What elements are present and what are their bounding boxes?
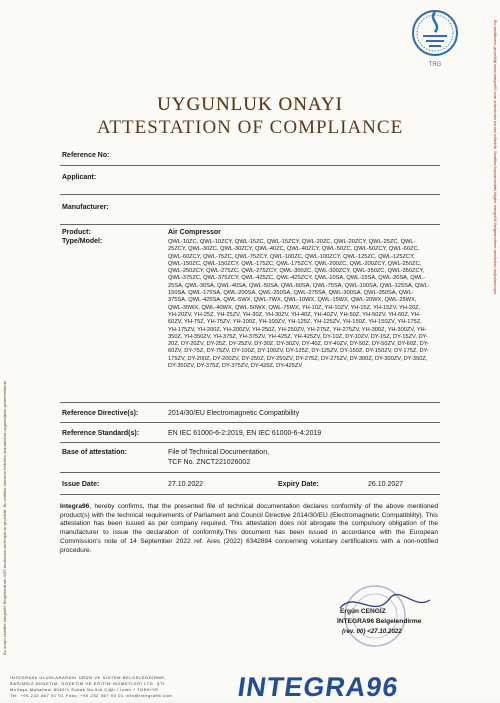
divider [60, 224, 440, 225]
basis-value-line1: File of Technical Documentation, [168, 449, 270, 456]
integra96-brand-logo: INTEGRA96 [235, 672, 401, 702]
footer-line-3: Mollaşa Mahallesi 8060/1 Sokak No:5/A Çiğli / İzmir / TÜRKİYE [10, 687, 159, 692]
revision-note: (rev. 00) <27.10.2022 [342, 628, 402, 635]
directive-label: Reference Directive(s): [62, 410, 139, 417]
divider [60, 494, 440, 495]
model-list: QWL-10ZC, QWL-10ZCY, QWL-15ZC, QWL-15ZCY, QWL-20ZC, QWL-20ZCY, QWL-25ZC, QWL-25ZCY, QWL-30ZC, QWL-30ZCY, QWL-40ZC, QWL-40ZCY, QWL-50ZC, QWL-50ZCY, QWL-60ZC, QWL-60ZCY, QWL-75ZC, QWL-75ZCY, QWL-100ZC, QWL-100ZCY, QWL-125ZC, QWL-125ZCY, QWL-150ZC, QWL-150ZCY, QWL-175ZC, QWL-175ZCY, QWL-200ZC, QWL-200ZCY, QWL-250ZC, QWL-250ZCY, QWL-275ZC, QWL-275ZCY, QWL-300ZC, QWL-300ZCY, QWL-350ZC, QWL-350ZCY, QWL-375ZC, QWL-375ZCY, QWL-425ZC, QWL-425ZCY, QWL-10SA, QWL-15SA, QWL-20SA, QWL-25SA, QWL-30SA, QWL-40SA, QWL-50SA, QWL-60SA, QWL-75SA, QWL-100SA, QWL-125SA, QWL-150SA, QWL-175SA, QWL-200SA, QWL-250SA, QWL-275SA, QWL-300SA, QWL-350SA, QWL-375SA, QWL-425SA, QWL-5WX, QWL-7WX, QWL-10WX, QWL-15WX, QWL-20WX, QWL-25WX, QWL-30WX, QWL-40WX, QWL-50WX, QWL-75WX, YH-10Z, YH-10ZV, YH-15Z, YH-15ZV, YH-20Z, YH-20ZV, YH-25Z, YH-25ZV, YH-30Z, YH-30ZV, YH-40Z, YH-40ZV, YH-50Z, YH-50ZV, YH-60Z, YH-60ZV, YH-75Z, YH-75ZV, YH-100Z, YH-100ZV, YH-125Z, YH-125ZV, YH-150Z, YH-150ZV, YH-175Z, YH-175ZV, YH-200Z, YH-200ZV, YH-250Z, YH-250ZV, YH-275Z, YH-275ZV, YH-300Z, YH-300ZV, YH-350Z, YH-350ZV, YH-375Z, YH-375ZV, YH-425Z, YH-425ZV, DY-10Z, DY-10ZV, DY-15Z, DY-15ZV, DY-20Z, DY-20ZV, DY-25Z, DY-25ZV, DY-30Z, DY-30ZV, DY-40Z, DY-40ZV, DY-50Z, DY-50ZV, DY-60Z, DY-60ZV, DY-75Z, DY-75ZV, DY-100Z, DY-100ZV, DY-125Z, DY-125ZV, DY-150Z, DY-150ZV, DY-175Z, DY-175ZV, DY-200Z, DY-200ZV, DY-250Z, DY-250ZV, DY-275Z, DY-275ZV, DY-300Z, DY-300ZV, DY-350Z, DY-350ZV, DY-375Z, DY-375ZV, DY-425Z, DY-425ZV [168, 239, 430, 370]
basis-value-line2: TCF No. ZNCT221026002 [168, 459, 251, 466]
manufacturer-label: Manufacturer: [62, 204, 109, 211]
issue-date-value: 27.10.2022 [168, 481, 204, 488]
signatory-name: Ergün CENGİZ [340, 608, 386, 615]
model-label: Type/Model: [62, 238, 103, 245]
attestation-statement [60, 503, 438, 555]
footer-line-4: Tel: +90 232 467 01 01 Faks: +90 232 467 00 01 info@integra96.com [10, 693, 173, 698]
divider [60, 402, 440, 403]
integra-emblem-logo [408, 6, 462, 70]
product-value: Air Compressor [168, 229, 221, 236]
official-stamp-signature [320, 580, 450, 650]
reference-no-label: Reference No: [62, 152, 110, 159]
signatory-org: İNTEGRA96 Belgelendirme [337, 618, 422, 625]
expiry-date-value: 26.10.2027 [368, 481, 404, 488]
divider [60, 422, 440, 423]
title-turkish: UYGUNLUK ONAYI [157, 94, 343, 115]
divider [60, 442, 440, 443]
right-security-text: Bu sertifikanın geçerliliği www.integra96.com adresinden kontrol edilebilir. Sertifika kapsamındaki bilgiler Integra96 Belgelendirme tarafından doğrulanmıştır. [493, 20, 498, 296]
statement-text: , hereby confirms, that the presented file of technical documentation declares conformity of the above mentioned product(s) with the technical requirements of Parliament and Council Directive 2014/30/EU (Electromagnetic Compatibility). This attestation has been issued as per company required. This attestation does not abrogate the compulsory obligation of the manufacturer to issue the declaration of conformity.This document has been issued in accordance with the European Commission's note of 14 September 2022 ref. Ares (2022) 6342894 concerning voluntary certifications with a non-notified procedure. [60, 503, 438, 554]
left-security-text: Bu onaylı sertifika Integra96 Belgelendirme GES tarafından verilmiştir ve geçerlidir. Bu sertifika ürünlerin belirtilen standartlara uygunluğunu göstermektedir. [2, 380, 7, 655]
divider [60, 165, 440, 166]
footer-line-2: BAĞIMSIZ DENETİM, GÖZETİM VE EĞİTİM HİZMETLERİ LTD. ŞTİ. [10, 681, 167, 686]
directive-value: 2014/30/EU Electromagnetic Compatibility [168, 410, 300, 417]
footer-line-1: INTEGRA96 ULUSLARARASI ÜRÜN VE SİSTEM BELGELENDİRME, [10, 675, 167, 680]
company-name: Integra96 [60, 503, 90, 510]
svg-text:TRG: TRG [428, 62, 442, 68]
expiry-date-label: Expiry Date: [278, 481, 319, 488]
divider [60, 194, 440, 195]
divider [60, 472, 440, 473]
standard-label: Reference Standard(s): [62, 430, 140, 437]
title-english: ATTESTATION OF COMPLIANCE [96, 117, 404, 138]
standard-value: EN IEC 61000-6-2:2019, EN IEC 61000-6-4:2019 [168, 430, 322, 437]
basis-label: Base of attestation: [62, 449, 127, 456]
product-label: Product: [62, 229, 91, 236]
applicant-label: Applicant: [62, 174, 97, 181]
issue-date-label: Issue Date: [62, 481, 100, 488]
